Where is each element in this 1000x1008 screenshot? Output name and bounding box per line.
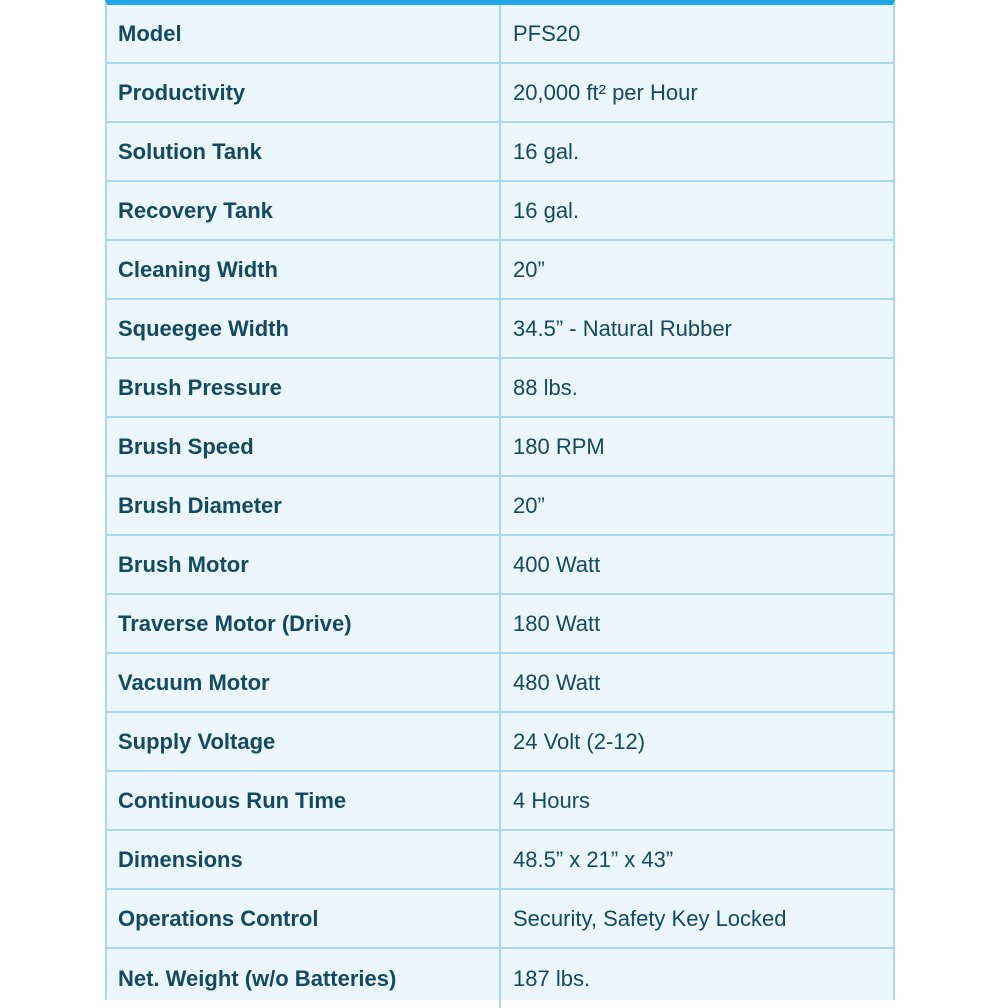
spec-row-brush-speed [107,418,893,477]
spec-row-operations-control [107,890,893,949]
spec-row-brush-pressure [107,359,893,418]
spec-row-squeegee-width [107,300,893,359]
spec-row-supply-voltage [107,713,893,772]
spec-value: 180 RPM [513,433,605,459]
spec-row-solution-tank [107,123,893,182]
spec-row-brush-motor [107,536,893,595]
spec-label: Squeegee Width [107,300,501,357]
spec-value: 34.5” - Natural Rubber [513,315,732,341]
spec-label: Traverse Motor (Drive) [107,595,501,652]
spec-label: Net. Weight (w/o Batteries) [107,949,501,1008]
spec-value: 20,000 ft² per Hour [513,79,698,105]
spec-label: Model [107,5,501,62]
spec-value: 4 Hours [513,787,591,813]
spec-value: Security, Safety Key Locked [513,905,787,931]
spec-row-vacuum-motor [107,654,893,713]
spec-label: Brush Pressure [107,359,501,416]
spec-row-brush-diameter [107,477,893,536]
spec-value: 16 gal. [513,197,580,223]
spec-row-traverse-motor [107,595,893,654]
spec-value: 88 lbs. [513,374,578,400]
spec-table [105,0,895,1000]
spec-value: 480 Watt [513,669,601,695]
spec-row-productivity [107,64,893,123]
spec-label: Cleaning Width [107,241,501,298]
spec-row-dimensions [107,831,893,890]
spec-label: Productivity [107,64,501,121]
spec-value: 20” [513,256,545,282]
spec-label: Brush Speed [107,418,501,475]
spec-label: Vacuum Motor [107,654,501,711]
spec-value: 187 lbs. [513,965,591,991]
spec-row-model [107,5,893,64]
spec-row-net-weight [107,949,893,1008]
spec-value: PFS20 [513,20,581,46]
spec-label: Brush Diameter [107,477,501,534]
spec-row-recovery-tank [107,182,893,241]
spec-label: Recovery Tank [107,182,501,239]
spec-value: 16 gal. [513,138,580,164]
spec-row-cleaning-width [107,241,893,300]
spec-value: 48.5” x 21” x 43” [513,846,674,872]
spec-label: Brush Motor [107,536,501,593]
spec-label: Supply Voltage [107,713,501,770]
spec-value: 20” [513,492,545,518]
spec-label: Dimensions [107,831,501,888]
spec-value: 180 Watt [513,610,601,636]
spec-label: Solution Tank [107,123,501,180]
spec-row-continuous-run-time [107,772,893,831]
spec-label: Operations Control [107,890,501,947]
spec-value: 24 Volt (2-12) [513,728,646,754]
spec-label: Continuous Run Time [107,772,501,829]
spec-value: 400 Watt [513,551,601,577]
